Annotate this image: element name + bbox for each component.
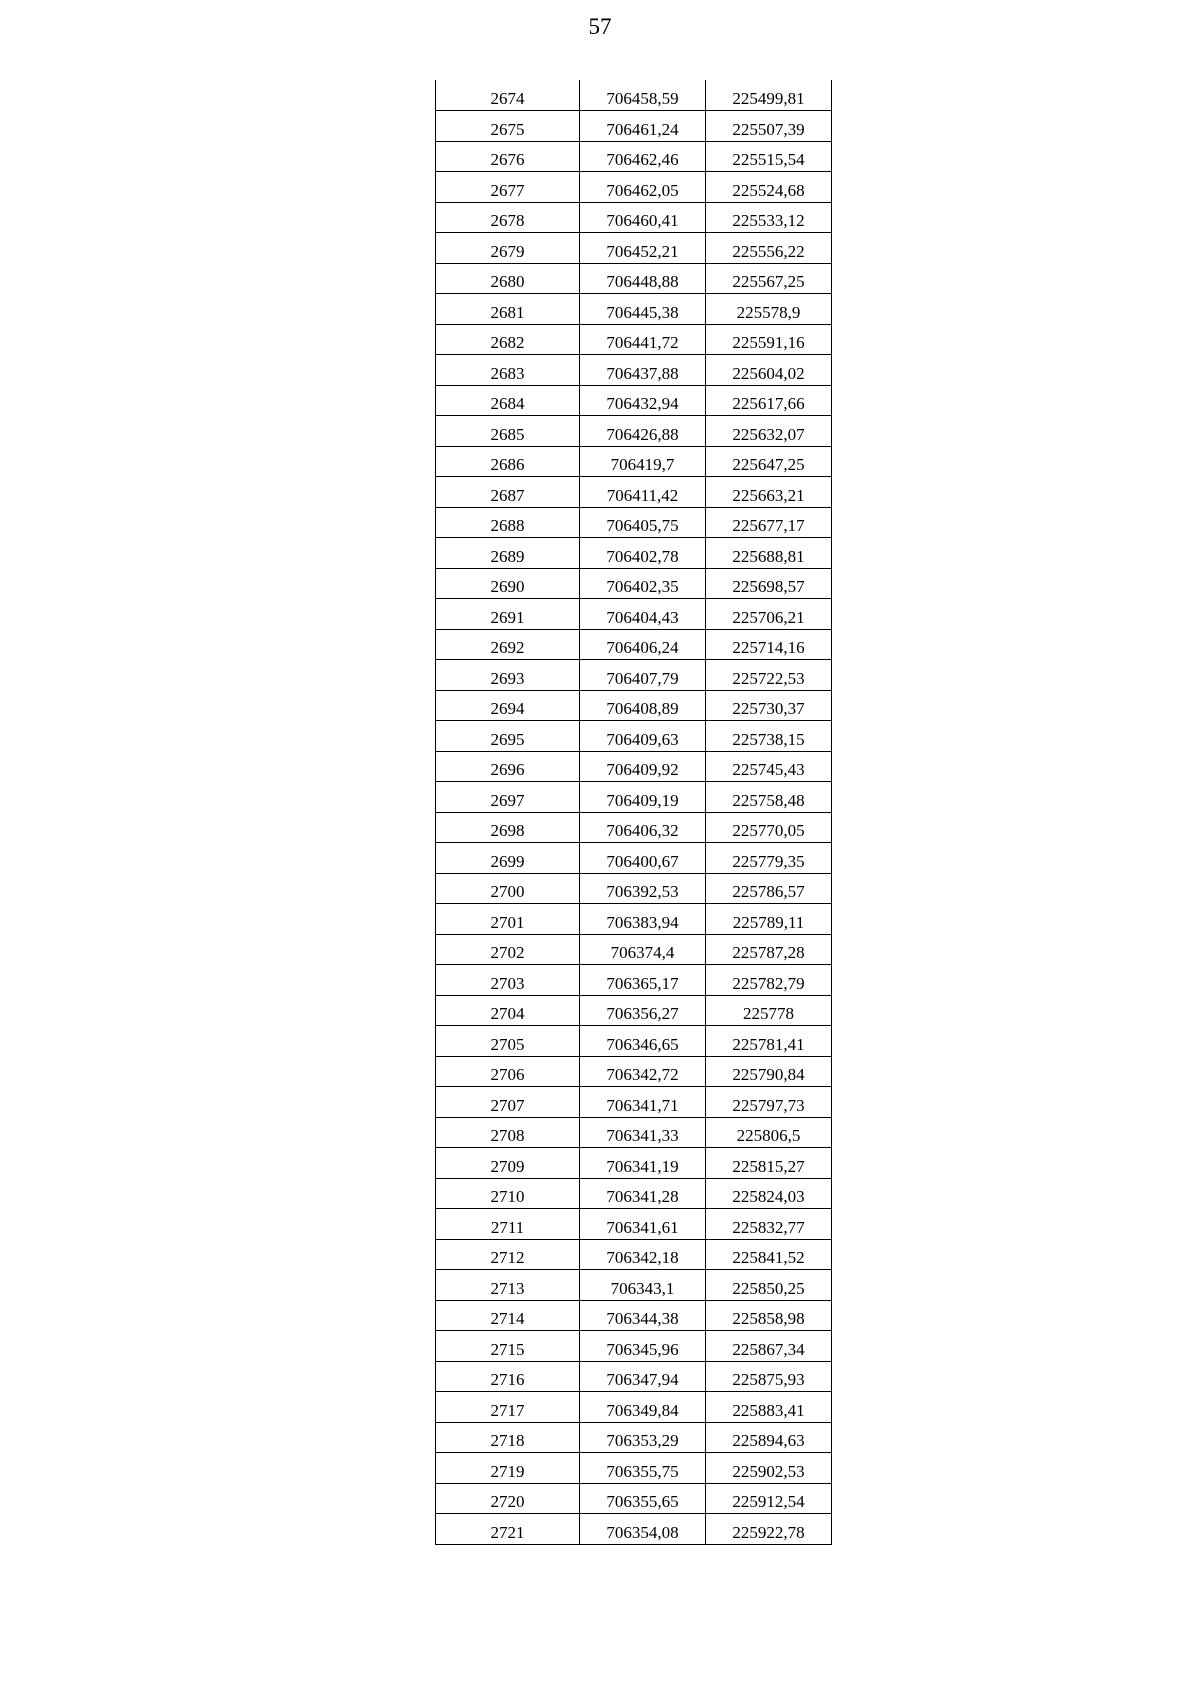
point-number-cell: 2675 (436, 111, 580, 142)
table-row (436, 812, 832, 843)
coordinates-table (435, 80, 832, 1545)
point-number-cell: 2687 (436, 477, 580, 508)
y-coordinate-cell: 225533,12 (706, 202, 832, 233)
x-coordinate-cell: 706341,71 (580, 1087, 706, 1118)
y-coordinate-cell: 225779,35 (706, 843, 832, 874)
x-coordinate-cell: 706404,43 (580, 599, 706, 630)
point-number-cell: 2721 (436, 1514, 580, 1545)
y-coordinate-cell: 225706,21 (706, 599, 832, 630)
x-coordinate-cell: 706346,65 (580, 1026, 706, 1057)
x-coordinate-cell: 706437,88 (580, 355, 706, 386)
y-coordinate-cell: 225663,21 (706, 477, 832, 508)
x-coordinate-cell: 706409,92 (580, 751, 706, 782)
point-number-cell: 2686 (436, 446, 580, 477)
y-coordinate-cell: 225894,63 (706, 1422, 832, 1453)
y-coordinate-cell: 225524,68 (706, 172, 832, 203)
point-number-cell: 2702 (436, 934, 580, 965)
point-number-cell: 2718 (436, 1422, 580, 1453)
table-row (436, 1453, 832, 1484)
table-row (436, 446, 832, 477)
table-row (436, 782, 832, 813)
table-row (436, 1483, 832, 1514)
x-coordinate-cell: 706356,27 (580, 995, 706, 1026)
table-row (436, 1422, 832, 1453)
table-row (436, 1392, 832, 1423)
point-number-cell: 2715 (436, 1331, 580, 1362)
x-coordinate-cell: 706349,84 (580, 1392, 706, 1423)
table-row (436, 1209, 832, 1240)
table-row (436, 263, 832, 294)
y-coordinate-cell: 225515,54 (706, 141, 832, 172)
y-coordinate-cell: 225841,52 (706, 1239, 832, 1270)
x-coordinate-cell: 706402,78 (580, 538, 706, 569)
x-coordinate-cell: 706400,67 (580, 843, 706, 874)
x-coordinate-cell: 706411,42 (580, 477, 706, 508)
point-number-cell: 2704 (436, 995, 580, 1026)
x-coordinate-cell: 706353,29 (580, 1422, 706, 1453)
table-row (436, 355, 832, 386)
point-number-cell: 2719 (436, 1453, 580, 1484)
table-row (436, 385, 832, 416)
x-coordinate-cell: 706392,53 (580, 873, 706, 904)
point-number-cell: 2674 (436, 80, 580, 111)
point-number-cell: 2697 (436, 782, 580, 813)
point-number-cell: 2685 (436, 416, 580, 447)
y-coordinate-cell: 225770,05 (706, 812, 832, 843)
point-number-cell: 2692 (436, 629, 580, 660)
point-number-cell: 2678 (436, 202, 580, 233)
y-coordinate-cell: 225507,39 (706, 111, 832, 142)
point-number-cell: 2712 (436, 1239, 580, 1270)
x-coordinate-cell: 706341,33 (580, 1117, 706, 1148)
point-number-cell: 2681 (436, 294, 580, 325)
y-coordinate-cell: 225815,27 (706, 1148, 832, 1179)
table-row (436, 660, 832, 691)
table-row (436, 80, 832, 111)
y-coordinate-cell: 225789,11 (706, 904, 832, 935)
x-coordinate-cell: 706426,88 (580, 416, 706, 447)
y-coordinate-cell: 225556,22 (706, 233, 832, 264)
x-coordinate-cell: 706448,88 (580, 263, 706, 294)
point-number-cell: 2700 (436, 873, 580, 904)
y-coordinate-cell: 225499,81 (706, 80, 832, 111)
point-number-cell: 2695 (436, 721, 580, 752)
x-coordinate-cell: 706408,89 (580, 690, 706, 721)
y-coordinate-cell: 225797,73 (706, 1087, 832, 1118)
point-number-cell: 2717 (436, 1392, 580, 1423)
x-coordinate-cell: 706402,35 (580, 568, 706, 599)
y-coordinate-cell: 225591,16 (706, 324, 832, 355)
y-coordinate-cell: 225604,02 (706, 355, 832, 386)
x-coordinate-cell: 706409,19 (580, 782, 706, 813)
table-row (436, 1300, 832, 1331)
x-coordinate-cell: 706342,72 (580, 1056, 706, 1087)
table-row (436, 904, 832, 935)
x-coordinate-cell: 706409,63 (580, 721, 706, 752)
point-number-cell: 2676 (436, 141, 580, 172)
x-coordinate-cell: 706341,28 (580, 1178, 706, 1209)
table-row (436, 1331, 832, 1362)
y-coordinate-cell: 225824,03 (706, 1178, 832, 1209)
y-coordinate-cell: 225806,5 (706, 1117, 832, 1148)
y-coordinate-cell: 225875,93 (706, 1361, 832, 1392)
x-coordinate-cell: 706344,38 (580, 1300, 706, 1331)
table-row (436, 1087, 832, 1118)
y-coordinate-cell: 225832,77 (706, 1209, 832, 1240)
table-row (436, 233, 832, 264)
table-row (436, 873, 832, 904)
point-number-cell: 2682 (436, 324, 580, 355)
x-coordinate-cell: 706452,21 (580, 233, 706, 264)
x-coordinate-cell: 706462,05 (580, 172, 706, 203)
x-coordinate-cell: 706342,18 (580, 1239, 706, 1270)
x-coordinate-cell: 706445,38 (580, 294, 706, 325)
table-row (436, 477, 832, 508)
point-number-cell: 2684 (436, 385, 580, 416)
y-coordinate-cell: 225617,66 (706, 385, 832, 416)
point-number-cell: 2680 (436, 263, 580, 294)
table-row (436, 141, 832, 172)
point-number-cell: 2710 (436, 1178, 580, 1209)
table-row (436, 1056, 832, 1087)
x-coordinate-cell: 706365,17 (580, 965, 706, 996)
table-row (436, 324, 832, 355)
x-coordinate-cell: 706355,75 (580, 1453, 706, 1484)
point-number-cell: 2701 (436, 904, 580, 935)
table-row (436, 507, 832, 538)
table-row (436, 172, 832, 203)
table-row (436, 568, 832, 599)
y-coordinate-cell: 225912,54 (706, 1483, 832, 1514)
y-coordinate-cell: 225787,28 (706, 934, 832, 965)
y-coordinate-cell: 225698,57 (706, 568, 832, 599)
x-coordinate-cell: 706405,75 (580, 507, 706, 538)
x-coordinate-cell: 706374,4 (580, 934, 706, 965)
table-row (436, 111, 832, 142)
table-row (436, 1117, 832, 1148)
point-number-cell: 2705 (436, 1026, 580, 1057)
table-row (436, 202, 832, 233)
x-coordinate-cell: 706419,7 (580, 446, 706, 477)
table-row (436, 995, 832, 1026)
x-coordinate-cell: 706354,08 (580, 1514, 706, 1545)
point-number-cell: 2677 (436, 172, 580, 203)
y-coordinate-cell: 225567,25 (706, 263, 832, 294)
table-row (436, 416, 832, 447)
y-coordinate-cell: 225688,81 (706, 538, 832, 569)
y-coordinate-cell: 225758,48 (706, 782, 832, 813)
x-coordinate-cell: 706341,61 (580, 1209, 706, 1240)
x-coordinate-cell: 706407,79 (580, 660, 706, 691)
table-row (436, 1178, 832, 1209)
y-coordinate-cell: 225883,41 (706, 1392, 832, 1423)
x-coordinate-cell: 706462,46 (580, 141, 706, 172)
point-number-cell: 2698 (436, 812, 580, 843)
point-number-cell: 2691 (436, 599, 580, 630)
point-number-cell: 2696 (436, 751, 580, 782)
x-coordinate-cell: 706441,72 (580, 324, 706, 355)
table-row (436, 1270, 832, 1301)
y-coordinate-cell: 225858,98 (706, 1300, 832, 1331)
table-row (436, 751, 832, 782)
point-number-cell: 2709 (436, 1148, 580, 1179)
point-number-cell: 2690 (436, 568, 580, 599)
point-number-cell: 2703 (436, 965, 580, 996)
coordinates-table-body (436, 80, 832, 1544)
y-coordinate-cell: 225850,25 (706, 1270, 832, 1301)
y-coordinate-cell: 225786,57 (706, 873, 832, 904)
point-number-cell: 2694 (436, 690, 580, 721)
point-number-cell: 2699 (436, 843, 580, 874)
point-number-cell: 2713 (436, 1270, 580, 1301)
y-coordinate-cell: 225745,43 (706, 751, 832, 782)
x-coordinate-cell: 706343,1 (580, 1270, 706, 1301)
point-number-cell: 2711 (436, 1209, 580, 1240)
y-coordinate-cell: 225782,79 (706, 965, 832, 996)
point-number-cell: 2689 (436, 538, 580, 569)
table-row (436, 721, 832, 752)
x-coordinate-cell: 706458,59 (580, 80, 706, 111)
table-row (436, 1239, 832, 1270)
page-number: 57 (588, 14, 612, 39)
x-coordinate-cell: 706461,24 (580, 111, 706, 142)
point-number-cell: 2716 (436, 1361, 580, 1392)
table-row (436, 599, 832, 630)
point-number-cell: 2679 (436, 233, 580, 264)
point-number-cell: 2720 (436, 1483, 580, 1514)
y-coordinate-cell: 225722,53 (706, 660, 832, 691)
y-coordinate-cell: 225647,25 (706, 446, 832, 477)
table-row (436, 294, 832, 325)
y-coordinate-cell: 225922,78 (706, 1514, 832, 1545)
x-coordinate-cell: 706341,19 (580, 1148, 706, 1179)
table-row (436, 1148, 832, 1179)
x-coordinate-cell: 706383,94 (580, 904, 706, 935)
table-row (436, 1026, 832, 1057)
x-coordinate-cell: 706406,24 (580, 629, 706, 660)
table-row (436, 934, 832, 965)
y-coordinate-cell: 225578,9 (706, 294, 832, 325)
x-coordinate-cell: 706406,32 (580, 812, 706, 843)
table-row (436, 1514, 832, 1545)
table-row (436, 843, 832, 874)
y-coordinate-cell: 225714,16 (706, 629, 832, 660)
x-coordinate-cell: 706432,94 (580, 385, 706, 416)
point-number-cell: 2683 (436, 355, 580, 386)
x-coordinate-cell: 706347,94 (580, 1361, 706, 1392)
y-coordinate-cell: 225677,17 (706, 507, 832, 538)
table-row (436, 1361, 832, 1392)
table-row (436, 538, 832, 569)
point-number-cell: 2706 (436, 1056, 580, 1087)
y-coordinate-cell: 225867,34 (706, 1331, 832, 1362)
y-coordinate-cell: 225778 (706, 995, 832, 1026)
x-coordinate-cell: 706355,65 (580, 1483, 706, 1514)
point-number-cell: 2708 (436, 1117, 580, 1148)
point-number-cell: 2688 (436, 507, 580, 538)
y-coordinate-cell: 225790,84 (706, 1056, 832, 1087)
x-coordinate-cell: 706460,41 (580, 202, 706, 233)
y-coordinate-cell: 225902,53 (706, 1453, 832, 1484)
point-number-cell: 2707 (436, 1087, 580, 1118)
y-coordinate-cell: 225781,41 (706, 1026, 832, 1057)
y-coordinate-cell: 225738,15 (706, 721, 832, 752)
table-row (436, 629, 832, 660)
x-coordinate-cell: 706345,96 (580, 1331, 706, 1362)
y-coordinate-cell: 225632,07 (706, 416, 832, 447)
point-number-cell: 2693 (436, 660, 580, 691)
table-row (436, 690, 832, 721)
point-number-cell: 2714 (436, 1300, 580, 1331)
y-coordinate-cell: 225730,37 (706, 690, 832, 721)
table-row (436, 965, 832, 996)
